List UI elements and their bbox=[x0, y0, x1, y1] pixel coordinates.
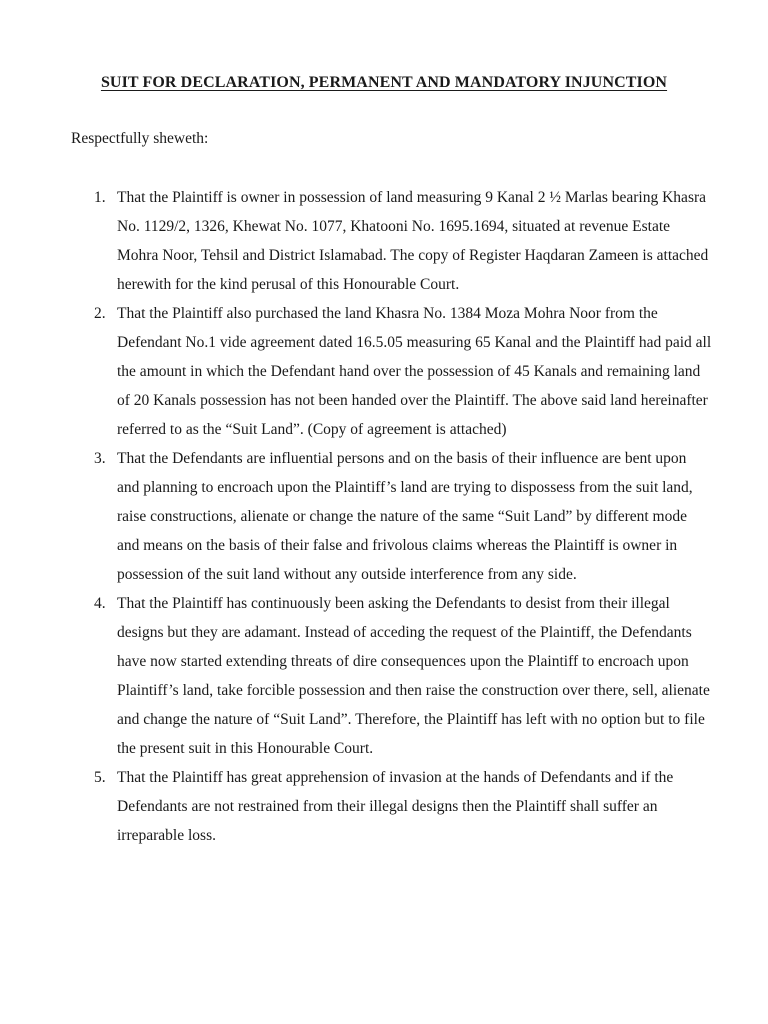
item-text: That the Defendants are influential persons and on the basis of their influence are bent upon and planning to encroach upon the Plaintiff’s land are trying to dispossess from the suit land, raise constructions, alienate or change the nature of the same “Suit Land” by different mode and means on the basis of their false and frivolous claims whereas the Plaintiff is owner in possession of the suit land without any outside interference from any side. bbox=[117, 450, 693, 583]
list-item bbox=[0, 589, 768, 763]
item-text: That the Plaintiff has great apprehension of invasion at the hands of Defendants and if the Defendants are not restrained from their illegal designs then the Plaintiff shall suffer an irreparable loss. bbox=[117, 769, 674, 844]
document-title: SUIT FOR DECLARATION, PERMANENT AND MANDATORY INJUNCTION bbox=[100, 74, 668, 91]
salutation: Respectfully sheweth: bbox=[71, 130, 209, 147]
list-item bbox=[0, 299, 768, 444]
list-item bbox=[0, 763, 768, 850]
paragraph-list bbox=[0, 183, 768, 850]
item-text: That the Plaintiff is owner in possession of land measuring 9 Kanal 2 ½ Marlas bearing Khasra No. 1129/2, 1326, Khewat No. 1077, Khatooni No. 1695.1694, situated at revenue Estate Mohra Noor, Tehsil and District Islamabad. The copy of Register Haqdaran Zameen is attached herewith for the kind perusal of this Honourable Court. bbox=[117, 189, 709, 293]
item-number: 1. bbox=[94, 189, 106, 206]
item-number: 3. bbox=[94, 450, 106, 467]
item-number: 4. bbox=[94, 595, 106, 612]
list-item bbox=[0, 183, 768, 299]
item-text: That the Plaintiff has continuously been asking the Defendants to desist from their illegal designs but they are adamant. Instead of acceding the request of the Plaintiff, the Defendants have now started extending threats of dire consequences upon the Plaintiff to encroach upon Plaintiff’s land, take forcible possession and then raise the construction over there, sell, alienate and change the nature of “Suit Land”. Therefore, the Plaintiff has left with no option but to file the present suit in this Honourable Court. bbox=[117, 595, 710, 757]
item-number: 2. bbox=[94, 305, 106, 322]
list-item bbox=[0, 444, 768, 589]
item-number: 5. bbox=[94, 769, 106, 786]
item-text: That the Plaintiff also purchased the land Khasra No. 1384 Moza Mohra Noor from the Defendant No.1 vide agreement dated 16.5.05 measuring 65 Kanal and the Plaintiff had paid all the amount in which the Defendant hand over the possession of 45 Kanals and remaining land of 20 Kanals possession has not been handed over the Plaintiff. The above said land hereinafter referred to as the “Suit Land”. (Copy of agreement is attached) bbox=[117, 305, 712, 438]
